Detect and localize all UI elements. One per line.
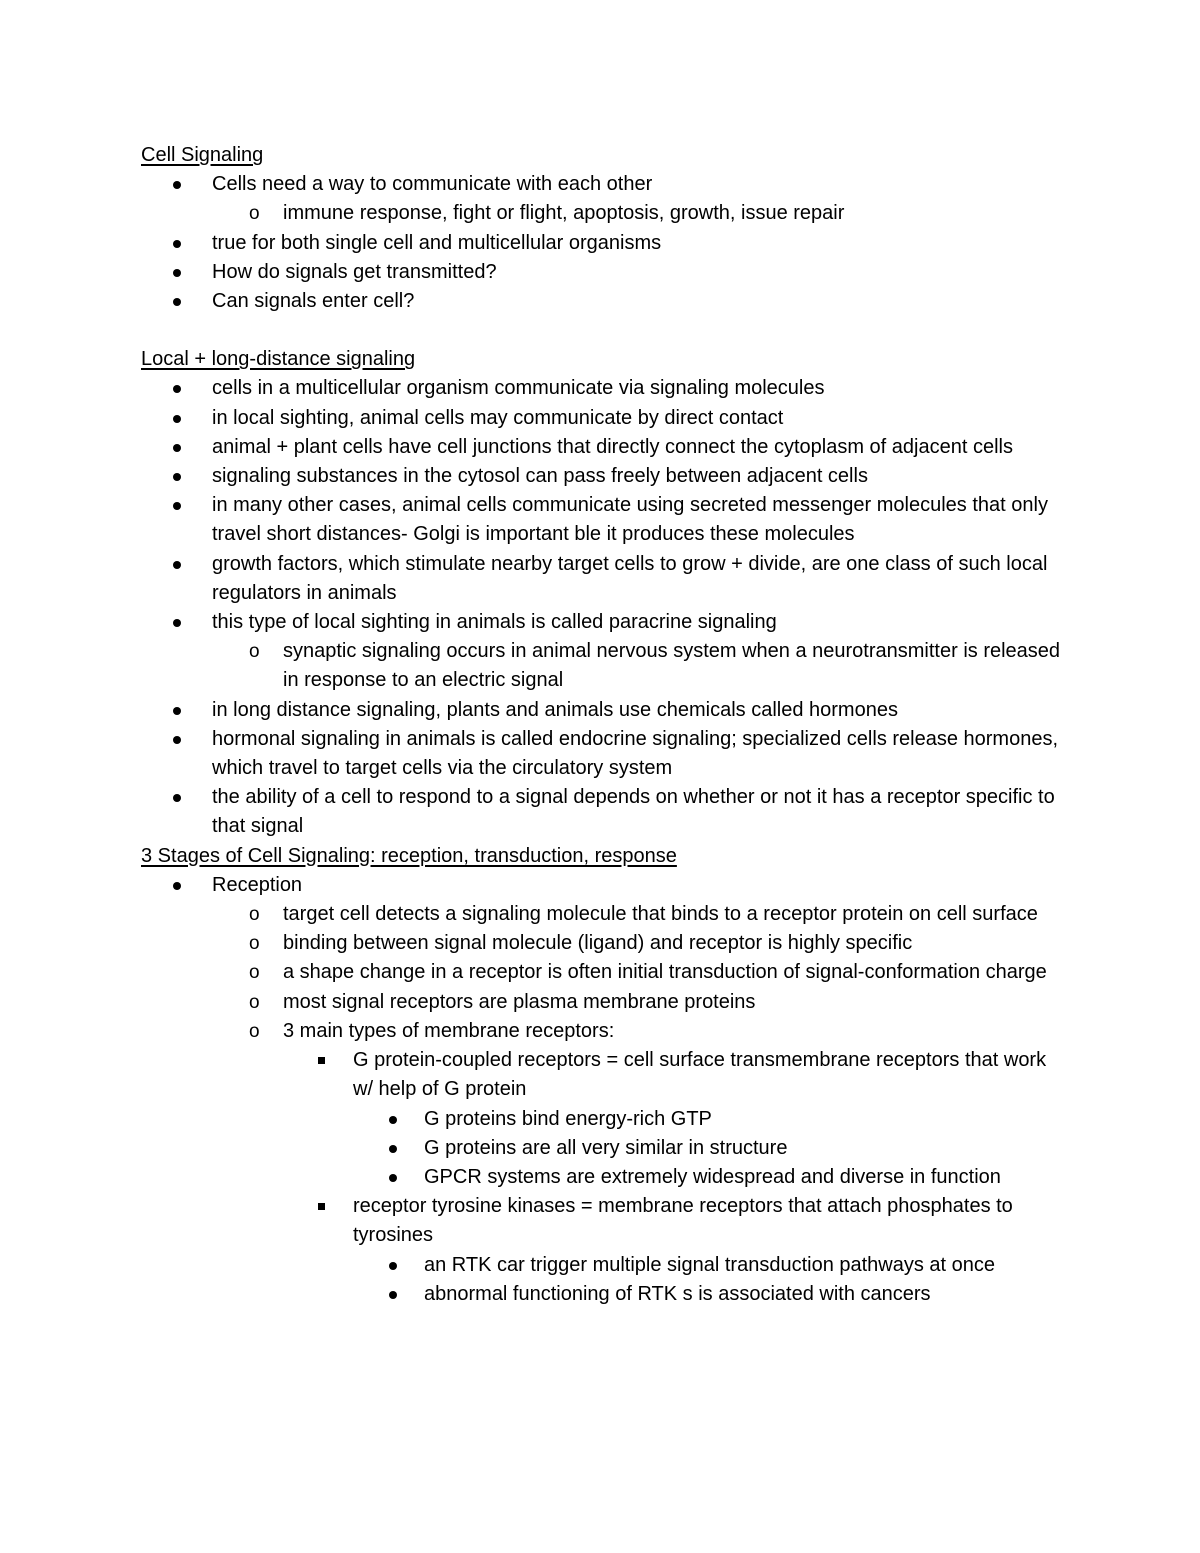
bullet-list	[141, 871, 1071, 1309]
list-item-text: in long distance signaling, plants and animals use chemicals called hormones	[212, 698, 898, 721]
list-item-text: signaling substances in the cytosol can pass freely between adjacent cells	[212, 465, 868, 488]
list-item	[141, 696, 1071, 725]
hollow-circle-bullet-icon: o	[249, 1020, 260, 1042]
list-item	[141, 462, 1071, 491]
bullet-dot-icon	[389, 1116, 397, 1124]
section-heading: 3 Stages of Cell Signaling: reception, transduction, response	[141, 844, 677, 867]
list-item	[141, 433, 1071, 462]
bullet-dot-icon	[173, 181, 181, 189]
list-item	[141, 988, 1071, 1017]
list-item-text: this type of local sighting in animals is called paracrine signaling	[212, 611, 777, 634]
list-item	[141, 199, 1071, 228]
hollow-circle-bullet-icon: o	[249, 962, 260, 984]
list-item-text: immune response, fight or flight, apoptosis, growth, issue repair	[283, 202, 845, 225]
list-item-text: binding between signal molecule (ligand) and receptor is highly specific	[283, 932, 913, 955]
list-item	[141, 287, 1071, 316]
list-item-text: Can signals enter cell?	[212, 290, 415, 313]
list-item	[141, 1105, 1071, 1134]
bullet-dot-icon	[173, 561, 181, 569]
list-item	[141, 637, 1071, 695]
bullet-dot-icon	[173, 385, 181, 393]
list-item-text: hormonal signaling in animals is called endocrine signaling; specialized cells release hormones, which travel to target cells via the circulatory system	[212, 727, 1059, 780]
square-bullet-icon	[318, 1203, 325, 1210]
bullet-dot-icon	[173, 298, 181, 306]
list-item-text: receptor tyrosine kinases = membrane receptors that attach phosphates to tyrosines	[353, 1195, 1013, 1247]
bullet-list	[141, 374, 1071, 841]
list-item-text: most signal receptors are plasma membrane proteins	[283, 990, 756, 1013]
list-item	[141, 258, 1071, 287]
list-item	[141, 608, 1071, 637]
list-item	[141, 871, 1071, 900]
list-item-text: a shape change in a receptor is often initial transduction of signal-conformation charge	[283, 961, 1047, 984]
list-item	[141, 550, 1071, 608]
list-item	[141, 404, 1071, 433]
bullet-dot-icon	[389, 1145, 397, 1153]
list-item-text: Cells need a way to communicate with each other	[212, 173, 653, 196]
list-item	[141, 229, 1071, 258]
list-item	[141, 783, 1071, 841]
list-item-text: G proteins bind energy-rich GTP	[424, 1107, 712, 1130]
list-item	[141, 1134, 1071, 1163]
list-item-text: G protein-coupled receptors = cell surface transmembrane receptors that work w/ help of G protein	[353, 1049, 1047, 1101]
bullet-dot-icon	[173, 707, 181, 715]
list-item	[141, 170, 1071, 199]
bullet-dot-icon	[389, 1291, 397, 1299]
list-item-text: an RTK car trigger multiple signal transduction pathways at once	[424, 1253, 996, 1276]
list-item	[141, 1017, 1071, 1046]
hollow-circle-bullet-icon: o	[249, 933, 260, 955]
list-item	[141, 1280, 1071, 1309]
list-item	[141, 1046, 1071, 1104]
bullet-dot-icon	[173, 444, 181, 452]
hollow-circle-bullet-icon: o	[249, 904, 260, 926]
hollow-circle-bullet-icon: o	[249, 203, 260, 225]
bullet-dot-icon	[173, 269, 181, 277]
document-body	[141, 141, 1071, 1309]
list-item	[141, 1163, 1071, 1192]
section-heading: Cell Signaling	[141, 144, 264, 166]
list-item-text: How do signals get transmitted?	[212, 260, 497, 283]
list-item-text: 3 main types of membrane receptors:	[283, 1019, 615, 1042]
list-item	[141, 958, 1071, 987]
hollow-circle-bullet-icon: o	[249, 991, 260, 1013]
list-item-text: in many other cases, animal cells communicate using secreted messenger molecules that only travel short distances- Golgi is important ble it produces these molecules	[212, 494, 1048, 546]
bullet-dot-icon	[389, 1262, 397, 1270]
bullet-list	[141, 170, 1071, 316]
list-item	[141, 491, 1071, 549]
bullet-dot-icon	[173, 502, 181, 510]
list-item	[141, 929, 1071, 958]
bullet-dot-icon	[173, 736, 181, 744]
list-item-text: abnormal functioning of RTK s is associated with cancers	[424, 1282, 931, 1305]
list-item	[141, 1251, 1071, 1280]
list-item-text: GPCR systems are extremely widespread and diverse in function	[424, 1165, 1001, 1188]
list-item	[141, 374, 1071, 403]
bullet-dot-icon	[173, 473, 181, 481]
list-item-text: synaptic signaling occurs in animal nervous system when a neurotransmitter is released in response to an electric signal	[283, 640, 1061, 692]
list-item-text: growth factors, which stimulate nearby target cells to grow + divide, are one class of such local regulators in animals	[212, 552, 1048, 604]
section-heading: Local + long-distance signaling	[141, 348, 416, 371]
blank-line	[141, 316, 1071, 345]
list-item-text: true for both single cell and multicellular organisms	[212, 231, 662, 254]
list-item-text: in local sighting, animal cells may communicate by direct contact	[212, 406, 784, 429]
square-bullet-icon	[318, 1057, 325, 1064]
list-item-text: cells in a multicellular organism communicate via signaling molecules	[212, 377, 825, 400]
list-item	[141, 900, 1071, 929]
bullet-dot-icon	[389, 1174, 397, 1182]
bullet-dot-icon	[173, 882, 181, 890]
list-item-text: target cell detects a signaling molecule that binds to a receptor protein on cell surface	[283, 903, 1038, 926]
bullet-dot-icon	[173, 240, 181, 248]
list-item	[141, 725, 1071, 783]
bullet-dot-icon	[173, 619, 181, 627]
list-item-text: G proteins are all very similar in structure	[424, 1136, 788, 1159]
bullet-dot-icon	[173, 794, 181, 802]
list-item-text: the ability of a cell to respond to a signal depends on whether or not it has a receptor specific to that signal	[212, 786, 1055, 838]
bullet-dot-icon	[173, 415, 181, 423]
list-item	[141, 1192, 1071, 1250]
hollow-circle-bullet-icon: o	[249, 641, 260, 663]
list-item-text: animal + plant cells have cell junctions that directly connect the cytoplasm of adjacent cells	[212, 435, 1013, 458]
list-item-text: Reception	[212, 873, 303, 896]
